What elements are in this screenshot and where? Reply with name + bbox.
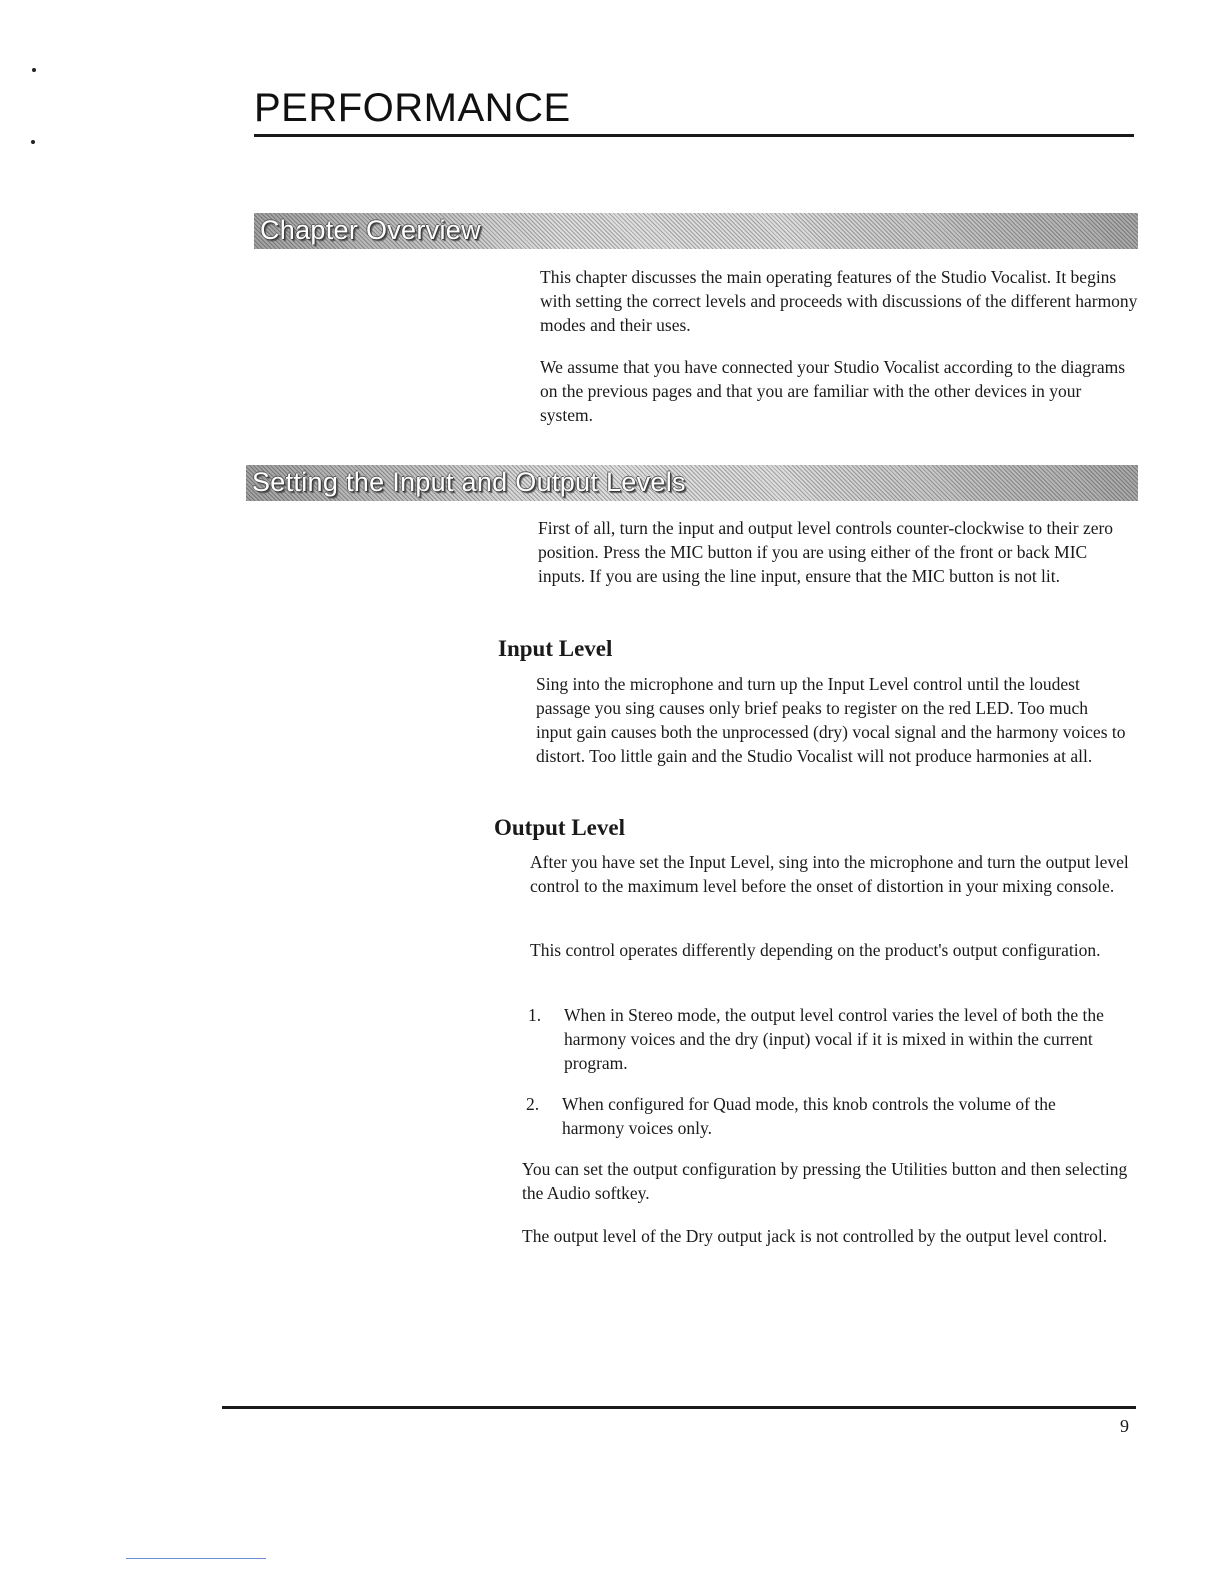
subheading-output-level: Output Level — [494, 815, 625, 840]
scan-underline — [126, 1558, 266, 1559]
list-item — [528, 1003, 1128, 1083]
paragraph: First of all, turn the input and output level controls counter-clockwise to their zero position. Press the MIC button if you are using either of the front or back MIC inputs. If you are using the line input, ensure that the MIC button is not lit. — [538, 518, 1114, 586]
page-number: 9 — [1120, 1416, 1129, 1436]
footer-rule — [222, 1406, 1136, 1409]
scan-dot — [32, 68, 36, 72]
list-text: When in Stereo mode, the output level control varies the level of both the the harmony voices and the dry (input) vocal if it is mixed in within the current program. — [564, 1005, 1104, 1073]
list-number: 2. — [526, 1094, 540, 1114]
list-number: 1. — [528, 1005, 542, 1025]
paragraph: This chapter discusses the main operating features of the Studio Vocalist. It begins with setting the correct levels and proceeds with discussions of the different harmony modes and their uses. — [540, 267, 1138, 335]
paragraph: Sing into the microphone and turn up the Input Level control until the loudest passage you sing causes only brief peaks to register on the red LED. Too much input gain causes both the unprocessed (dry) vocal signal and the harmony voices to distort. Too little gain and the Studio Vocalist will not produce harmonies at all. — [536, 674, 1126, 766]
page-title: PERFORMANCE — [254, 86, 571, 130]
paragraph: This control operates differently depending on the product's output configuration. — [530, 940, 1101, 960]
list-item — [526, 1092, 1126, 1152]
list-text: When configured for Quad mode, this knob controls the volume of the harmony voices only. — [562, 1094, 1056, 1138]
section-band-levels — [246, 465, 1138, 501]
scan-dot — [31, 140, 35, 144]
section-heading: Setting the Input and Output Levels — [252, 467, 686, 497]
section-heading: Chapter Overview — [260, 215, 481, 245]
section-band-chapter-overview — [254, 213, 1138, 249]
title-rule — [254, 134, 1134, 137]
subheading-input-level: Input Level — [498, 636, 613, 661]
paragraph: The output level of the Dry output jack is not controlled by the output level control. — [522, 1226, 1108, 1246]
paragraph: After you have set the Input Level, sing into the microphone and turn the output level control to the maximum level before the onset of distortion in your mixing console. — [530, 852, 1129, 896]
paragraph: We assume that you have connected your Studio Vocalist according to the diagrams on the previous pages and that you are familiar with the other devices in your system. — [540, 357, 1126, 425]
paragraph: You can set the output configuration by pressing the Utilities button and then selecting the Audio softkey. — [522, 1159, 1128, 1203]
